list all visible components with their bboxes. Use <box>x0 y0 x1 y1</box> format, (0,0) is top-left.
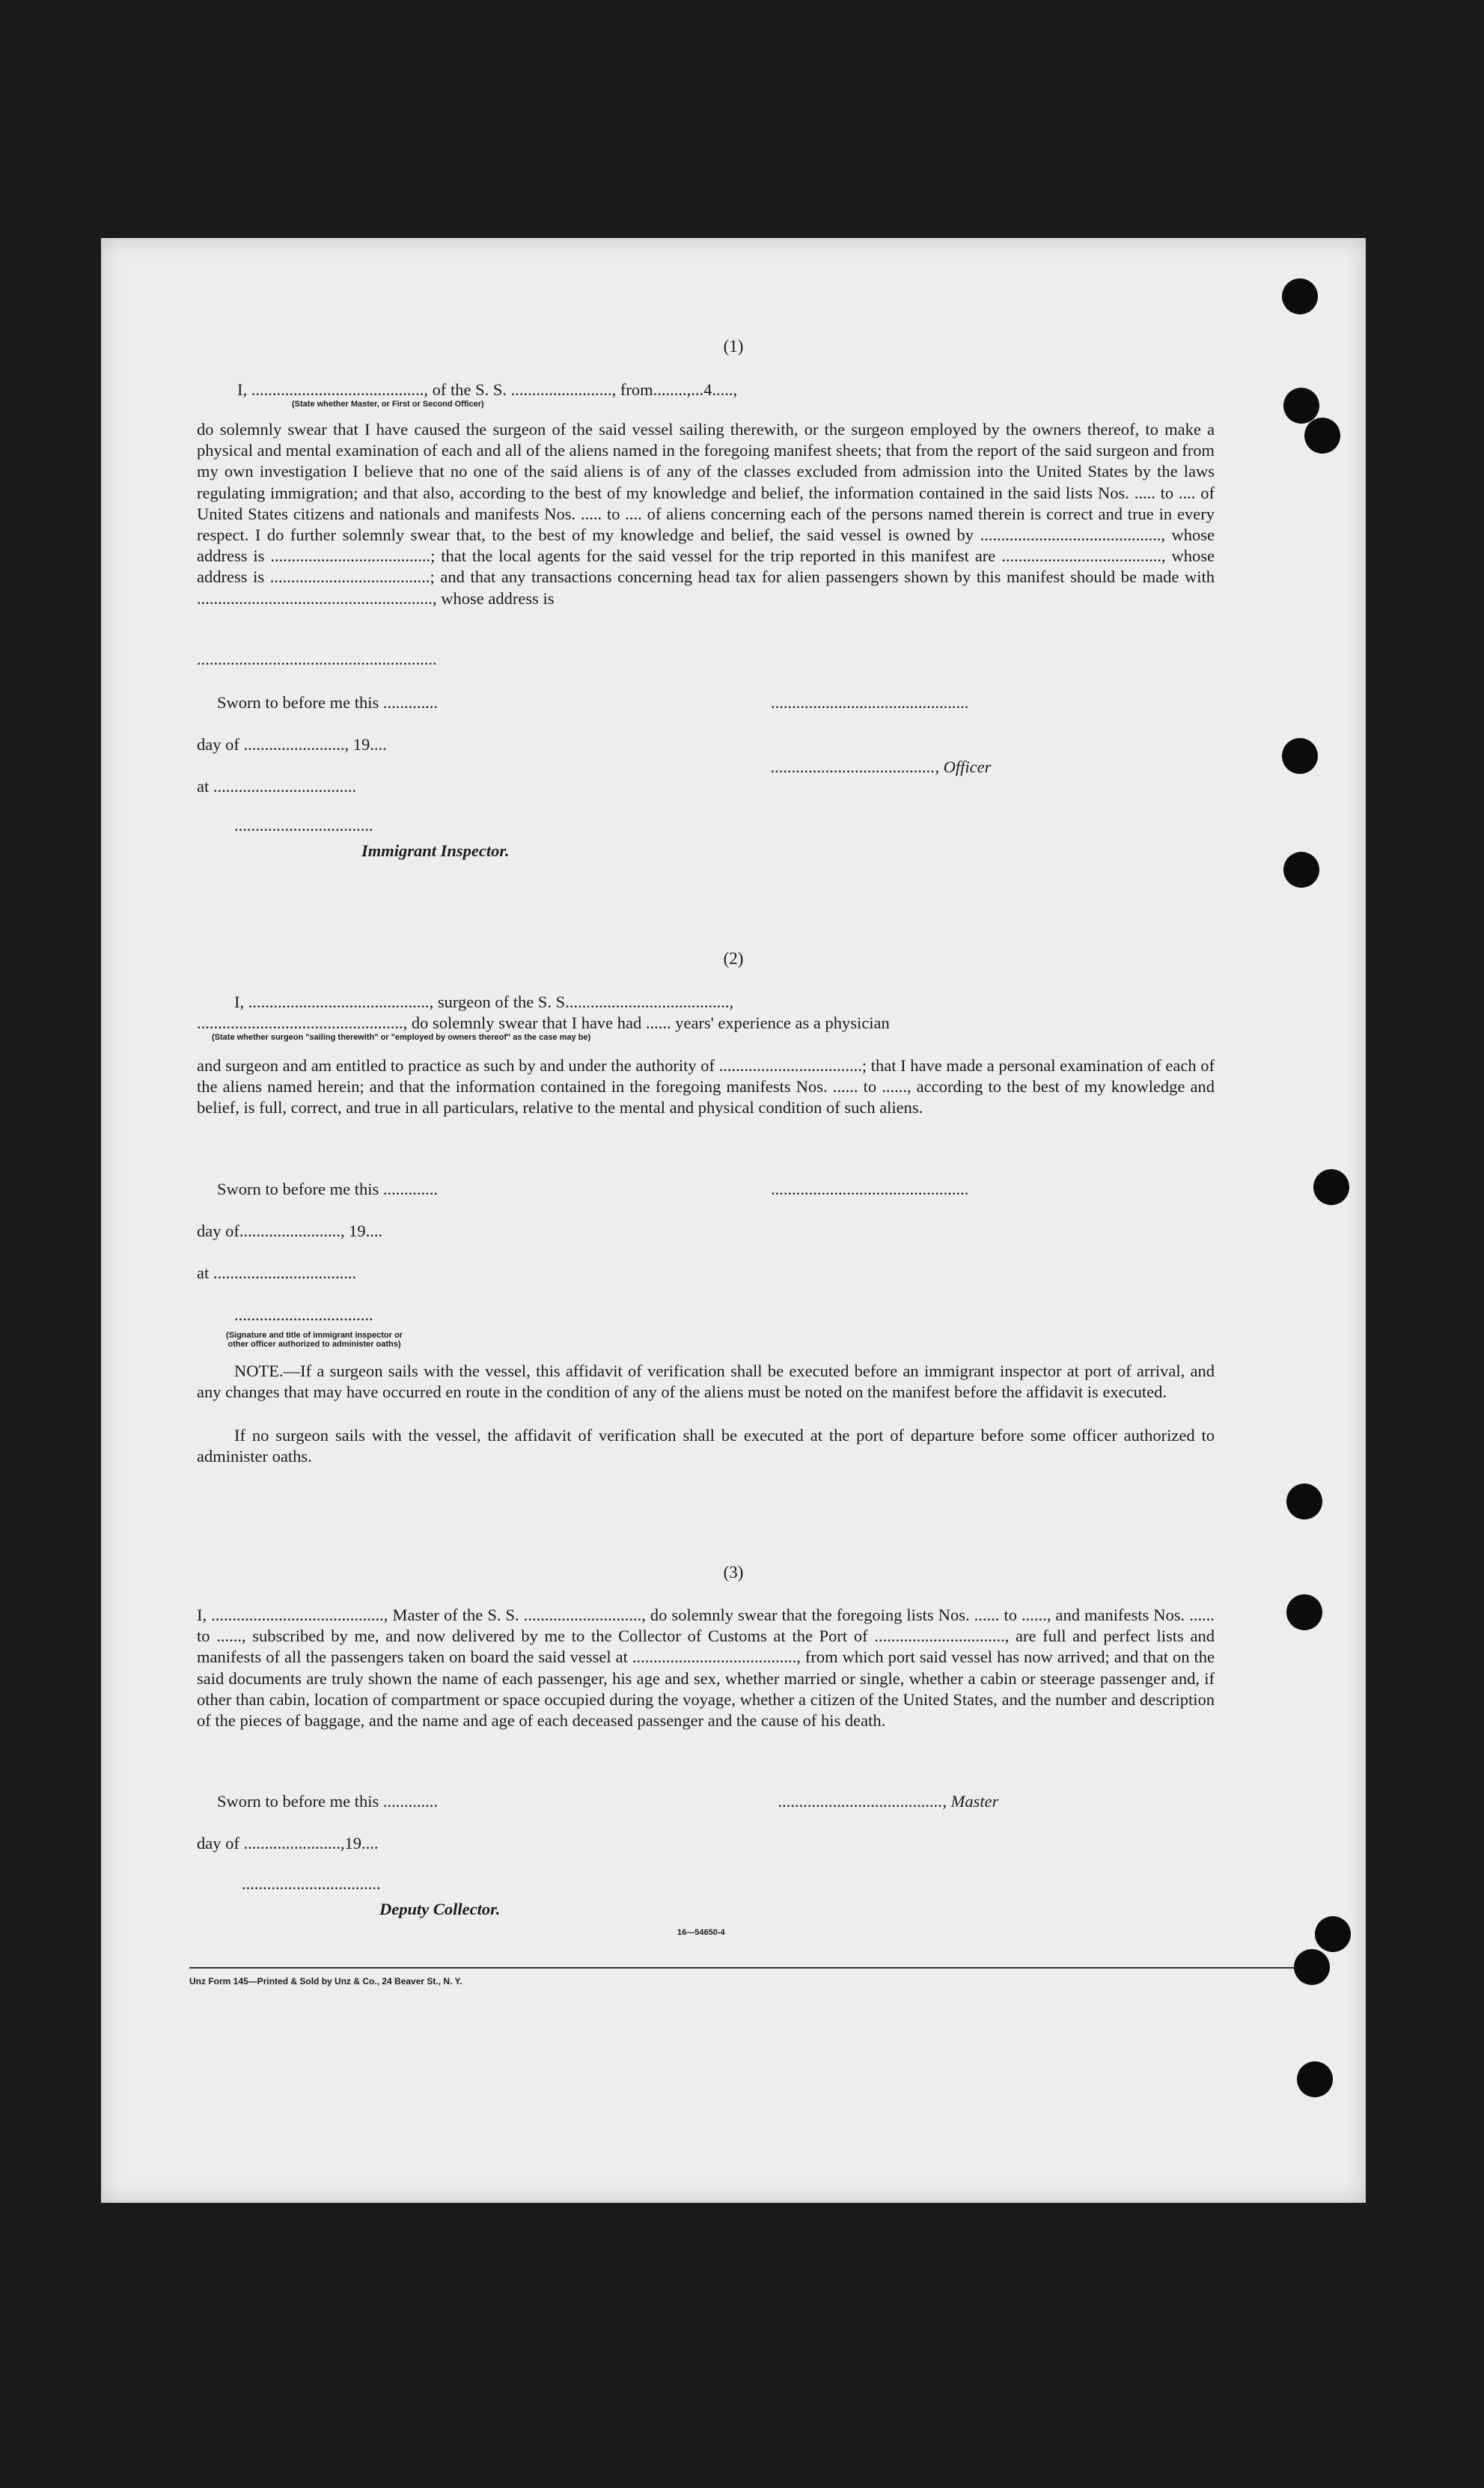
section-1-officer-line: ......................................., Officer <box>771 757 992 776</box>
section-3-collector-line: ................................. <box>242 1874 381 1893</box>
section-2-day: day of........................, 19.... <box>197 1222 383 1240</box>
section-3-day: day of .......................,19.... <box>197 1834 379 1853</box>
punch-hole <box>1283 852 1319 888</box>
section-2-line2: ................................................., do solemnly swear that I have had ...... years' experience as a physician <box>197 1013 890 1032</box>
section-1-signature-line: ............................................... <box>771 693 969 712</box>
section-2-inspector-note-2: other officer authorized to administer oaths) <box>228 1340 401 1349</box>
section-1-line1: I, ........................................., of the S. S. ........................, from........,...4....., <box>237 380 738 399</box>
section-2-inspector-line: ................................. <box>234 1305 373 1324</box>
punch-hole <box>1283 388 1319 424</box>
section-1-at: at .................................. <box>197 777 357 796</box>
punch-hole <box>1286 1484 1322 1519</box>
section-1-line1-note: (State whether Master, or First or Second Officer) <box>292 400 484 409</box>
footer-printer: Unz Form 145—Printed & Sold by Unz & Co., 24 Beaver St., N. Y. <box>189 1976 462 1987</box>
section-2-number: (2) <box>723 949 744 968</box>
section-2-body: and surgeon and am entitled to practice as such by and under the authority of ..................................; that I have made a personal examination of each of the aliens named herein; and that the information contained in the foregoing manifests Nos. ...... to ......, according to the best of my knowledge and belief, is full, correct, and true in all particulars, relative to the mental and physical condition of such aliens. <box>197 1056 1215 1118</box>
punch-hole <box>1282 738 1318 774</box>
section-3-number: (3) <box>723 1563 744 1582</box>
footer-rule <box>189 1967 1323 1969</box>
section-2-note-2: If no surgeon sails with the vessel, the affidavit of verification shall be executed at the port of departure before some officer authorized to administer oaths. <box>197 1426 1215 1466</box>
section-1-number: (1) <box>723 337 744 356</box>
punch-hole <box>1304 418 1340 454</box>
punch-hole <box>1286 1594 1322 1630</box>
section-2-sworn: Sworn to before me this ............. <box>217 1180 438 1198</box>
section-3-master-line: ......................................., Master <box>778 1792 999 1811</box>
form-code: 16—54650-4 <box>677 1928 725 1937</box>
punch-hole <box>1313 1169 1349 1205</box>
section-2-signature-line: ............................................... <box>771 1180 969 1198</box>
section-3-body: I, ........................................., Master of the S. S. ............................, do solemnly swear that the foregoing lists Nos. ...... to ......, and manifests Nos. ...... to ......, subscribed by me, and now delivered by me to the Collector of Customs at the Port of ..............................., are full and perfect lists and manifests of all the passengers taken on board the said vessel at ......................................., from which port said vessel has now arrived; and that on the said documents are truly shown the name of each passenger, his age and sex, whether married or single, whether a cabin or steerage passenger and, if other than cabin, location of compartment or space occupied during the voyage, whether a citizen of the United States, and the number and description of the pieces of baggage, and the name and age of each deceased passenger and the cause of his death. <box>197 1606 1215 1731</box>
punch-hole <box>1297 2061 1333 2097</box>
section-3-collector-label: Deputy Collector. <box>379 1900 501 1918</box>
section-2-line2-note: (State whether surgeon "sailing therewith" or "employed by owners thereof" as the case may be) <box>212 1033 591 1042</box>
punch-hole <box>1294 1949 1330 1985</box>
section-1-body: do solemnly swear that I have caused the surgeon of the said vessel sailing therewith, or the surgeon employed by the owners thereof, to make a physical and mental examination of each and all of the aliens named in the foregoing manifest sheets; that from the report of the said surgeon and from my own investigation I believe that no one of the said aliens is of any of the classes excluded from admission into the United States by the laws regulating immigration; and that also, according to the best of my knowledge and belief, the information contained in the said lists Nos. ..... to .... of United States citizens and nationals and manifests Nos. ..... to .... of aliens concerning each of the persons named therein is correct and true in every respect. I do further solemnly swear that, to the best of my knowledge and belief, the said vessel is owned by ..........................................., whose address is ......................................; that the local agents for the said vessel for the trip reported in this manifest are ......................................, whose address is ......................................; and that any transactions concerning head tax for alien passengers shown by this manifest should be made with ........................................................, whose address is <box>197 420 1215 608</box>
section-2-at: at .................................. <box>197 1263 357 1282</box>
section-2-line1: I, ..........................................., surgeon of the S. S......................................., <box>234 993 734 1011</box>
section-1-inspector-line: ................................. <box>234 816 373 835</box>
section-1-day: day of ........................, 19.... <box>197 735 387 754</box>
section-2-inspector-note <box>221 1331 408 1349</box>
punch-hole <box>1315 1916 1351 1952</box>
document-page <box>101 238 1366 2203</box>
section-1-inspector-label: Immigrant Inspector. <box>361 841 510 860</box>
section-2-note-1: NOTE.—If a surgeon sails with the vessel, this affidavit of verification shall be executed before an immigrant inspector at port of arrival, and any changes that may have occurred en route in the condition of any of the aliens must be noted on the manifest before the affidavit is executed. <box>197 1362 1215 1402</box>
section-3-sworn: Sworn to before me this ............. <box>217 1792 438 1811</box>
section-2-inspector-note-1: (Signature and title of immigrant inspector or <box>226 1331 403 1340</box>
section-1-body-end: ......................................................... <box>197 650 437 668</box>
punch-hole <box>1282 278 1318 314</box>
section-1-sworn: Sworn to before me this ............. <box>217 693 438 712</box>
